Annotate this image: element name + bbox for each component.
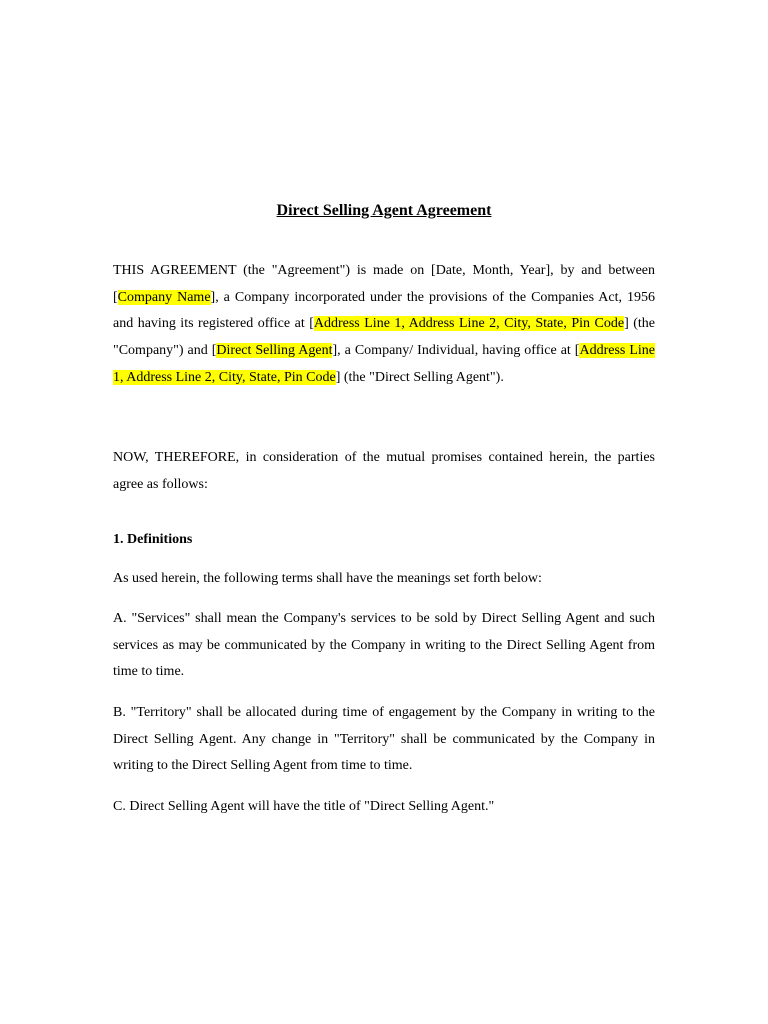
- intro-text-3: ] (the "Company") and [: [113, 316, 656, 359]
- intro-text-5: ] (the "Direct Selling Agent").: [335, 369, 504, 385]
- now-therefore-paragraph: NOW, THEREFORE, in consideration of the mutual promises contained herein, the parties agree as follows:: [113, 450, 655, 492]
- document-title: Direct Selling Agent Agreement: [276, 202, 492, 219]
- intro-text-4: ], a Company/ Individual, having office at [: [332, 343, 580, 359]
- agent-name-placeholder: Direct Selling Agent: [216, 343, 333, 359]
- company-address-placeholder: Address Line 1, Address Line 2, City, State, Pin Code: [313, 316, 625, 332]
- intro-text-1: THIS AGREEMENT (the "Agreement") is made on [Date, Month, Year], by and between [: [113, 263, 655, 305]
- intro-paragraph: [113, 258, 655, 392]
- section-heading-definitions: 1. Definitions: [113, 532, 193, 547]
- definition-item-b: B. "Territory" shall be allocated during time of engagement by the Company in writing to the Direct Selling Agent. Any change in "Territory" shall be communicated by the Company in writing to the Direct Selling Agent from time to time.: [113, 705, 655, 774]
- definitions-lead-paragraph: As used herein, the following terms shall have the meanings set forth below:: [113, 571, 542, 586]
- agent-address-placeholder: Address Line 1, Address Line 2, City, State, Pin Code: [113, 343, 655, 385]
- definition-item-a: A. "Services" shall mean the Company's services to be sold by Direct Selling Agent and such services as may be communicated by the Company in writing to the Direct Selling Agent from time to time.: [113, 611, 655, 680]
- definition-item-c: C. Direct Selling Agent will have the title of "Direct Selling Agent.": [113, 799, 495, 814]
- company-name-placeholder: Company Name: [117, 289, 211, 305]
- intro-text-2: ], a Company incorporated under the provisions of the Companies Act, 1956 and having its registered office at [: [113, 289, 655, 332]
